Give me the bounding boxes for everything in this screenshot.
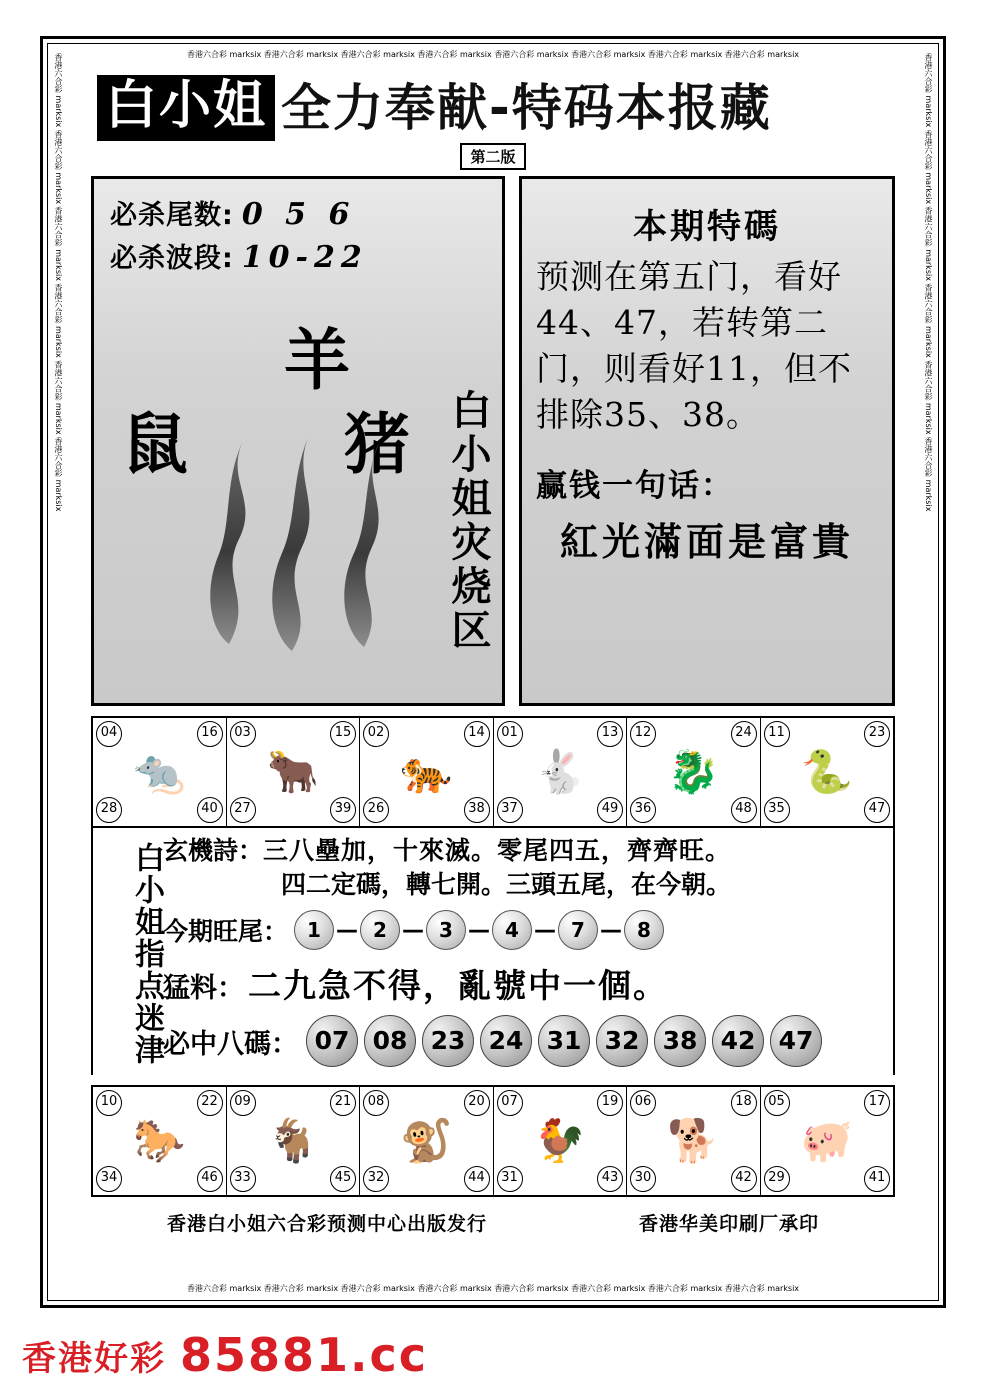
number-badge: 07	[497, 1090, 523, 1116]
eight-codes-balls	[306, 1015, 822, 1067]
number-badge: 16	[197, 721, 223, 747]
tail-separator: —	[402, 917, 425, 943]
number-badge: 04	[96, 721, 122, 747]
number-badge: 35	[764, 797, 790, 823]
number-badge: 11	[764, 721, 790, 747]
number-badge: 34	[96, 1166, 122, 1192]
rat-icon: 🐀	[133, 747, 186, 796]
number-badge: 31	[497, 1166, 523, 1192]
number-badge: 18	[731, 1090, 757, 1116]
animal-row-top	[91, 716, 895, 828]
hot-tip-text: 二九急不得，亂號中一個。	[248, 966, 668, 1005]
number-badge: 37	[497, 797, 523, 823]
animal-cell	[761, 1087, 894, 1195]
number-badge: 20	[464, 1090, 490, 1116]
watermark	[22, 1328, 428, 1382]
rabbit-icon: 🐇	[533, 747, 586, 796]
number-badge: 44	[464, 1166, 490, 1192]
kill-tail-row	[110, 193, 492, 232]
goat-icon: 🐐	[266, 1116, 319, 1165]
forecast-slogan: 紅光滿面是富貴	[559, 520, 854, 564]
hot-tails-label: 今期旺尾：	[163, 917, 289, 946]
number-badge: 46	[197, 1166, 223, 1192]
number-badge: 02	[363, 721, 389, 747]
page-content	[91, 69, 895, 1279]
hot-tails-row	[163, 910, 883, 950]
tail-ball: 2	[360, 910, 400, 950]
code-ball: 47	[770, 1015, 822, 1067]
number-badge: 38	[464, 797, 490, 823]
number-badge: 05	[764, 1090, 790, 1116]
number-badge: 47	[864, 797, 890, 823]
ox-icon: 🐂	[266, 747, 319, 796]
animal-cell	[761, 718, 894, 826]
horse-icon: 🐎	[133, 1116, 186, 1165]
number-badge: 21	[330, 1090, 356, 1116]
code-ball: 42	[712, 1015, 764, 1067]
eight-codes-label: 必中八碼：	[163, 1028, 298, 1060]
number-badge: 03	[230, 721, 256, 747]
border-strip-left: 香港六合彩 marksix 香港六合彩 marksix 香港六合彩 marksix 香港六合彩 marksix 香港六合彩 marksix 香港六合彩 marksix	[54, 53, 63, 512]
tips-side-label: 白小姐指点迷津	[129, 841, 164, 1066]
number-badge: 06	[630, 1090, 656, 1116]
poem-line-2: 四二定碼，轉七開。三頭五尾，在今朝。	[281, 870, 732, 899]
kill-panel	[91, 176, 505, 706]
eight-codes-row	[163, 1015, 883, 1067]
rooster-icon: 🐓	[533, 1116, 586, 1165]
kill-band-row	[110, 236, 492, 275]
tiger-icon: 🐅	[400, 747, 453, 796]
tips-block	[91, 828, 895, 1075]
poem-label: 玄機詩：	[163, 836, 264, 865]
number-badge: 48	[731, 797, 757, 823]
number-badge: 22	[197, 1090, 223, 1116]
animal-cell	[93, 718, 227, 826]
code-ball: 31	[538, 1015, 590, 1067]
number-badge: 42	[731, 1166, 757, 1192]
hot-tails-balls	[294, 910, 664, 950]
tail-ball: 4	[492, 910, 532, 950]
code-ball: 24	[480, 1015, 532, 1067]
border-strip-top: 香港六合彩 marksix 香港六合彩 marksix 香港六合彩 marksix 香港六合彩 marksix 香港六合彩 marksix 香港六合彩 marksix 香港六合彩 marksix 香港六合彩 marksix	[186, 50, 800, 59]
forecast-title: 本期特碼	[633, 207, 781, 247]
kill-tail-value: 0 5 6	[241, 197, 356, 232]
monkey-icon: 🐒	[400, 1116, 453, 1165]
page-title: 全力奉献-特码本报藏	[281, 79, 772, 137]
code-ball: 08	[364, 1015, 416, 1067]
number-badge: 39	[330, 797, 356, 823]
watermark-url: 85881.cc	[180, 1328, 429, 1382]
tips-main	[163, 834, 893, 1067]
zodiac-right-label: 猪	[344, 406, 410, 483]
flame-icon	[184, 429, 444, 659]
tail-ball: 1	[294, 910, 334, 950]
animal-cell	[227, 718, 361, 826]
animal-cell	[227, 1087, 361, 1195]
number-badge: 29	[764, 1166, 790, 1192]
animal-row-bottom	[91, 1085, 895, 1197]
number-badge: 08	[363, 1090, 389, 1116]
number-badge: 36	[630, 797, 656, 823]
tail-separator: —	[336, 917, 359, 943]
animal-cell	[494, 1087, 628, 1195]
kill-lines	[94, 179, 502, 275]
code-ball: 07	[306, 1015, 358, 1067]
number-badge: 10	[96, 1090, 122, 1116]
publication-logo: 白小姐	[97, 75, 275, 141]
dragon-icon: 🐉	[667, 747, 720, 796]
number-badge: 41	[864, 1166, 890, 1192]
tail-separator: —	[600, 917, 623, 943]
kill-band-label: 必杀波段:	[110, 243, 234, 274]
code-ball: 32	[596, 1015, 648, 1067]
poem-row	[163, 834, 883, 868]
tail-ball: 8	[624, 910, 664, 950]
number-badge: 43	[597, 1166, 623, 1192]
snake-icon: 🐍	[800, 747, 853, 796]
number-badge: 01	[497, 721, 523, 747]
animal-cell	[494, 718, 628, 826]
outer-frame	[40, 36, 946, 1308]
tail-ball: 3	[426, 910, 466, 950]
number-badge: 45	[330, 1166, 356, 1192]
hot-tip-label: 猛料：	[163, 973, 244, 1004]
number-badge: 32	[363, 1166, 389, 1192]
edition-badge	[91, 143, 895, 170]
zone-vertical-label: 白小姐灾烧区	[445, 389, 491, 653]
number-badge: 23	[864, 721, 890, 747]
number-badge: 17	[864, 1090, 890, 1116]
number-badge: 30	[630, 1166, 656, 1192]
animal-cell	[93, 1087, 227, 1195]
dog-icon: 🐕	[667, 1116, 720, 1165]
masthead	[91, 69, 895, 147]
footer-printer: 香港华美印刷厂承印	[638, 1213, 819, 1235]
zodiac-top-label: 羊	[284, 322, 350, 399]
number-badge: 09	[230, 1090, 256, 1116]
number-badge: 26	[363, 797, 389, 823]
footer-publisher: 香港白小姐六合彩预测中心出版发行	[166, 1213, 487, 1235]
poem-line-1: 三八壘加，十來滅。零尾四五，齊齊旺。	[263, 836, 732, 865]
footer	[91, 1209, 895, 1236]
hot-tip-row	[163, 960, 883, 1007]
animal-cell	[627, 718, 761, 826]
number-badge: 12	[630, 721, 656, 747]
tail-ball: 7	[558, 910, 598, 950]
forecast-sub-label: 赢钱一句话：	[536, 468, 734, 504]
zodiac-flame-art	[94, 279, 502, 679]
zodiac-left-label: 鼠	[122, 406, 188, 483]
number-badge: 19	[597, 1090, 623, 1116]
animal-cell	[360, 1087, 494, 1195]
border-strip-bottom: 香港六合彩 marksix 香港六合彩 marksix 香港六合彩 marksix 香港六合彩 marksix 香港六合彩 marksix 香港六合彩 marksix 香港六合彩 marksix 香港六合彩 marksix	[186, 1284, 800, 1293]
animal-cell	[360, 718, 494, 826]
tail-separator: —	[534, 917, 557, 943]
number-badge: 14	[464, 721, 490, 747]
number-badge: 15	[330, 721, 356, 747]
code-ball: 23	[422, 1015, 474, 1067]
border-strip-right: 香港六合彩 marksix 香港六合彩 marksix 香港六合彩 marksix 香港六合彩 marksix 香港六合彩 marksix 香港六合彩 marksix	[924, 53, 933, 512]
tail-separator: —	[468, 917, 491, 943]
forecast-body: 预测在第五门，看好44、47，若转第二门，则看好11，但不排除35、38。	[536, 257, 852, 434]
kill-tail-label: 必杀尾数:	[110, 200, 234, 231]
code-ball: 38	[654, 1015, 706, 1067]
kill-band-value: 10-22	[241, 240, 368, 275]
number-badge: 24	[731, 721, 757, 747]
watermark-text: 香港好彩	[22, 1338, 166, 1379]
number-badge: 28	[96, 797, 122, 823]
pig-icon: 🐖	[800, 1116, 853, 1165]
number-badge: 27	[230, 797, 256, 823]
animal-cell	[627, 1087, 761, 1195]
edition-label: 第二版	[460, 143, 525, 170]
number-badge: 49	[597, 797, 623, 823]
number-badge: 13	[597, 721, 623, 747]
top-panels	[91, 176, 895, 706]
forecast-panel	[519, 176, 895, 706]
number-badge: 40	[197, 797, 223, 823]
number-badge: 33	[230, 1166, 256, 1192]
